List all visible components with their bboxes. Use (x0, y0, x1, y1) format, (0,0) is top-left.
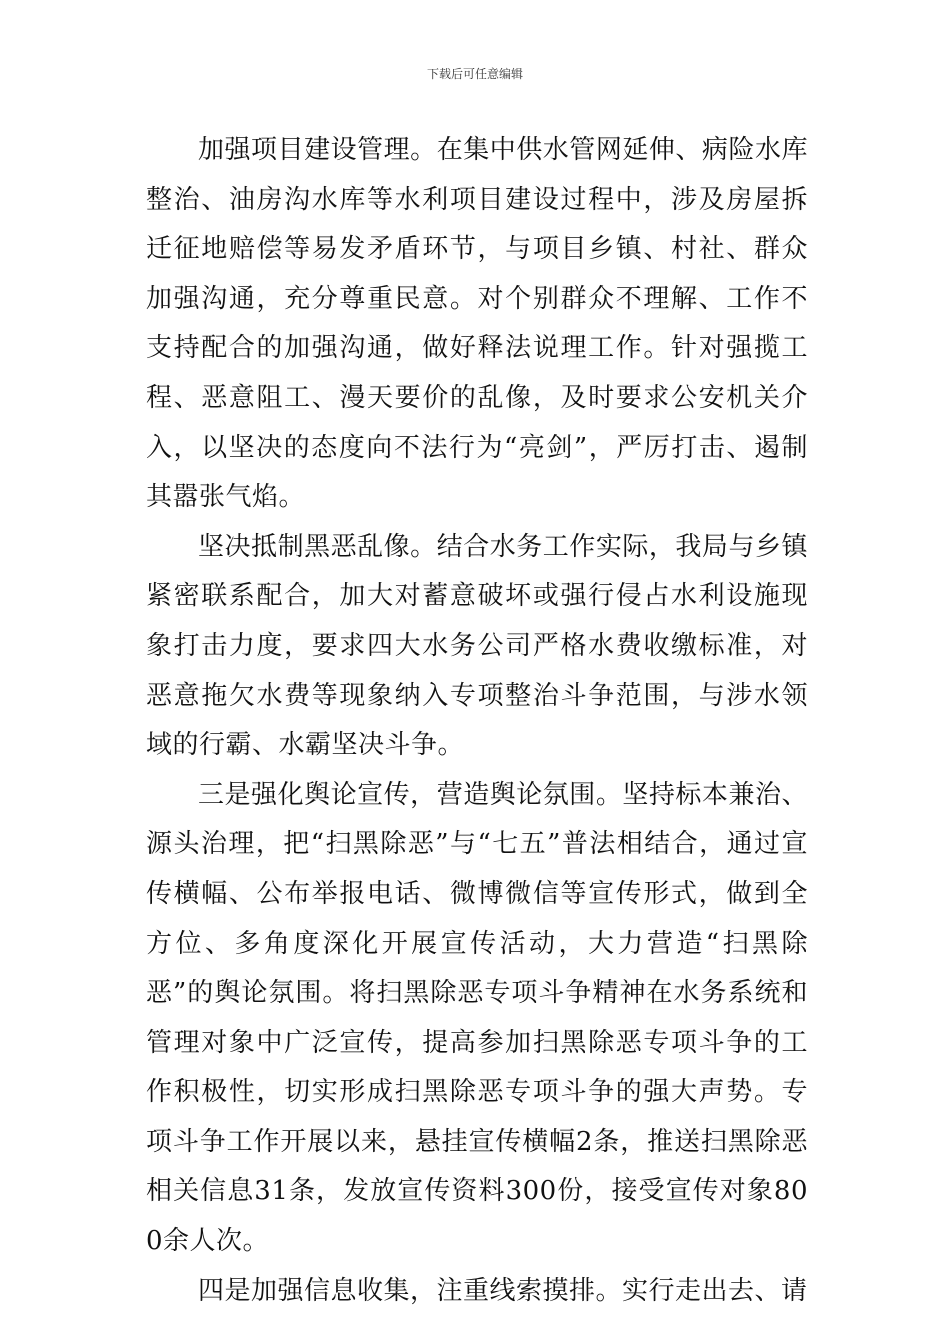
paragraph-publicity: 三是强化舆论宣传，营造舆论氛围。坚持标本兼治、源头治理，把“扫黑除恶”与“七五”普法相结合，通过宣传横幅、公布举报电话、微博微信等宣传形式，做到全方位、多角度深化开展宣传活动，大力营造“扫黑除恶”的舆论氛围。将扫黑除恶专项斗争精神在水务系统和管理对象中广泛宣传，提高参加扫黑除恶专项斗争的工作积极性，切实形成扫黑除恶专项斗争的强大声势。专项斗争工作开展以来，悬挂宣传横幅2条，推送扫黑除恶相关信息31条，发放宣传资料300份，接受宣传对象800余人次。 (146, 779, 808, 1257)
document-body (146, 126, 808, 1316)
paragraph-information-collection: 四是加强信息收集，注重线索摸排。实行走出去、请 (198, 1275, 808, 1306)
paragraph-resist-gangs: 坚决抵制黑恶乱像。结合水务工作实际，我局与乡镇紧密联系配合，加大对蓄意破坏或强行侵占水利设施现象打击力度，要求四大水务公司严格水费收缴标准，对恶意拖欠水费等现象纳入专项整治斗争范围，与涉水领域的行霸、水霸坚决斗争。 (146, 531, 808, 761)
page-header: 下载后可任意编辑 (426, 67, 523, 81)
paragraph-project-management: 加强项目建设管理。在集中供水管网延伸、病险水库整治、油房沟水库等水利项目建设过程中，涉及房屋拆迁征地赔偿等易发矛盾环节，与项目乡镇、村社、群众加强沟通，充分尊重民意。对个别群众不理解、工作不支持配合的加强沟通，做好释法说理工作。针对强揽工程、恶意阻工、漫天要价的乱像，及时要求公安机关介入，以坚决的态度向不法行为“亮剑”，严厉打击、遏制其嚣张气焰。 (146, 135, 808, 513)
